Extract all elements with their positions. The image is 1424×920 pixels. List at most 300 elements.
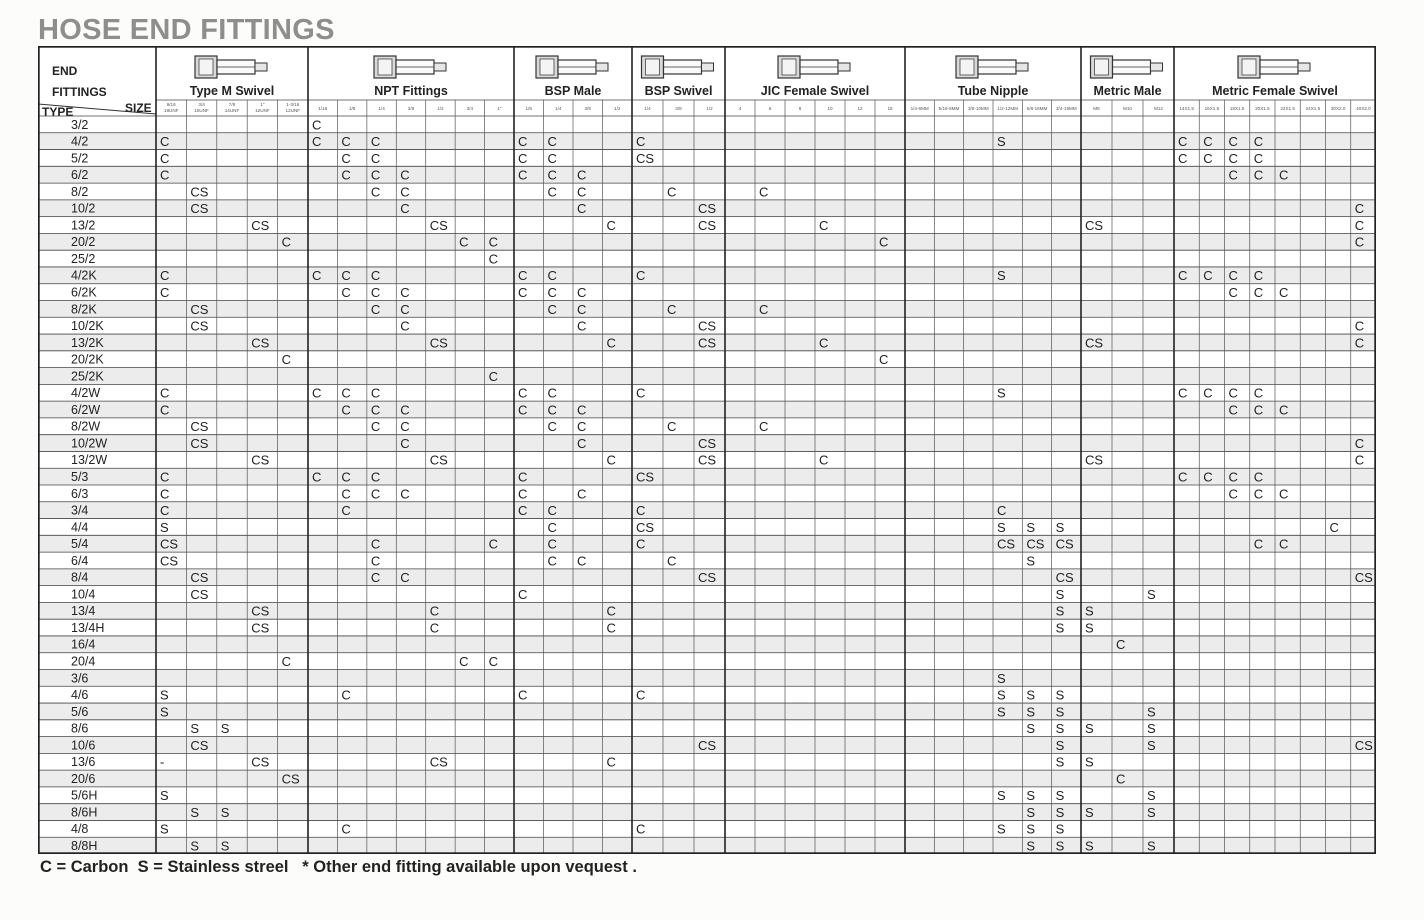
cell-value: C: [400, 184, 410, 200]
cell-value: C: [636, 821, 646, 837]
cell-value: S: [997, 821, 1006, 837]
cell-value: C: [341, 469, 351, 485]
size-label: 4: [738, 106, 742, 111]
page-title: HOSE END FITTINGS: [38, 14, 335, 46]
cell-value: C: [547, 385, 557, 401]
cell-value: C: [1228, 402, 1238, 418]
size-label: 20X1.5: [1255, 106, 1270, 111]
cell-value: C: [400, 301, 410, 317]
cell-value: C: [400, 486, 410, 502]
cell-value: CS: [1085, 335, 1104, 351]
cell-value: C: [518, 469, 528, 485]
cell-value: C: [400, 318, 410, 334]
cell-value: CS: [1085, 217, 1104, 233]
cell-value: S: [1055, 804, 1065, 820]
cell-value: S: [1055, 721, 1065, 737]
cell-value: CS: [190, 419, 209, 435]
cell-value: S: [1055, 821, 1065, 837]
cell-value: S: [1055, 788, 1065, 804]
size-label: 1/2: [437, 106, 444, 111]
cell-value: C: [1228, 469, 1238, 485]
cell-value: C: [370, 268, 381, 284]
group-label: Type M Swivel: [189, 84, 275, 98]
cell-value: C: [281, 234, 291, 250]
cell-value: C: [341, 268, 351, 284]
cell-value: S: [160, 704, 169, 720]
row-type-label: 3/2: [71, 117, 89, 132]
cell-value: C: [518, 285, 528, 300]
size-label: 5/16-8MM: [938, 106, 960, 111]
cell-value: CS: [636, 150, 655, 166]
cell-value: CS: [1085, 452, 1104, 468]
header-type-label: TYPE: [42, 105, 74, 119]
fittings-table: [38, 46, 1376, 854]
cell-value: C: [160, 503, 170, 519]
row-type-label: 8/8H: [71, 839, 98, 853]
cell-value: C: [1354, 201, 1365, 217]
row-shade: [38, 401, 1376, 418]
cell-value: CS: [190, 570, 209, 586]
cell-value: S: [1055, 737, 1065, 753]
cell-value: S: [1147, 788, 1156, 804]
row-type-label: 20/6: [71, 771, 96, 786]
cell-value: C: [370, 469, 381, 485]
cell-value: CS: [251, 217, 270, 233]
row-type-label: 8/2K: [71, 302, 97, 317]
row-type-label: 3/4: [71, 503, 89, 518]
size-label: 40X2.0: [1356, 106, 1371, 111]
cell-value: C: [341, 503, 351, 519]
cell-value: C: [1279, 486, 1289, 502]
cell-value: C: [1279, 536, 1289, 552]
cell-value: C: [488, 234, 498, 250]
cell-value: S: [997, 687, 1006, 703]
cell-value: C: [577, 201, 587, 217]
cell-value: S: [1147, 721, 1156, 737]
size-label: 16: [887, 106, 893, 111]
cell-value: C: [400, 435, 410, 451]
row-type-label: 4/8: [71, 822, 89, 837]
cell-value: C: [1116, 637, 1126, 653]
cell-value: C: [312, 385, 322, 401]
size-label: 10: [827, 106, 833, 111]
row-type-label: 8/4: [71, 570, 89, 585]
cell-value: S: [1026, 519, 1036, 535]
cell-value: C: [636, 268, 646, 284]
cell-value: C: [577, 435, 587, 451]
cell-value: CS: [251, 754, 270, 770]
size-label: 1/4: [555, 106, 562, 111]
cell-value: -: [160, 754, 165, 770]
cell-value: C: [160, 486, 170, 502]
cell-value: S: [1026, 704, 1036, 720]
cell-value: C: [370, 301, 381, 317]
cell-value: S: [190, 721, 200, 737]
cell-value: C: [1253, 167, 1264, 183]
row-type-label: 4/6: [71, 688, 89, 703]
cell-value: C: [1253, 150, 1264, 166]
header-end-label: END: [52, 64, 78, 78]
cell-value: C: [547, 503, 557, 519]
cell-value: S: [1147, 737, 1156, 753]
cell-value: C: [518, 402, 528, 418]
cell-value: C: [488, 368, 498, 384]
cell-value: C: [488, 251, 498, 267]
row-shade: [38, 804, 1376, 821]
cell-value: C: [606, 335, 616, 351]
cell-value: C: [547, 150, 557, 166]
size-label: 7/8 14UNF: [224, 102, 240, 113]
row-type-label: 10/4: [71, 587, 96, 602]
cell-value: CS: [281, 771, 300, 787]
size-label: 9/16 18UNF: [163, 102, 179, 113]
cell-value: C: [547, 268, 557, 284]
cell-value: C: [429, 603, 440, 619]
cell-value: C: [459, 234, 469, 250]
legend-footnote: C = Carbon S = Stainless streel * Other end fitting available upon vequest .: [40, 858, 637, 876]
cell-value: C: [518, 134, 528, 150]
cell-value: C: [577, 318, 587, 334]
cell-value: C: [370, 285, 381, 300]
cell-value: C: [370, 553, 381, 569]
row-type-label: 4/2K: [71, 268, 97, 283]
cell-value: S: [1055, 620, 1065, 636]
cell-value: C: [518, 150, 528, 166]
size-label: 3/8: [675, 106, 682, 111]
cell-value: C: [547, 519, 557, 535]
cell-value: C: [400, 285, 410, 300]
cell-value: C: [1203, 268, 1213, 284]
cell-value: C: [577, 402, 587, 418]
cell-value: C: [1354, 318, 1365, 334]
cell-value: C: [606, 452, 616, 468]
cell-value: S: [190, 838, 200, 854]
cell-value: C: [160, 150, 170, 166]
cell-value: CS: [698, 452, 717, 468]
cell-value: CS: [698, 335, 717, 351]
size-label: 3/4 16UNF: [194, 102, 209, 113]
cell-value: S: [1026, 821, 1036, 837]
cell-value: C: [518, 486, 528, 502]
cell-value: C: [1203, 385, 1213, 401]
row-type-label: 5/2: [71, 151, 89, 166]
cell-value: C: [1228, 268, 1238, 284]
row-type-label: 5/4: [71, 537, 89, 552]
cell-value: C: [341, 150, 351, 166]
row-type-label: 4/2: [71, 134, 89, 149]
cell-value: C: [879, 352, 889, 368]
cell-value: S: [997, 385, 1006, 401]
cell-value: CS: [190, 435, 209, 451]
cell-value: C: [1203, 134, 1213, 150]
cell-value: C: [819, 217, 829, 233]
cell-value: S: [220, 804, 230, 820]
row-type-label: 20/2K: [71, 352, 104, 367]
cell-value: C: [667, 553, 677, 569]
row-type-label: 10/2K: [71, 319, 104, 334]
cell-value: C: [370, 419, 381, 435]
cell-value: CS: [1354, 737, 1373, 753]
size-label: 1/2: [706, 106, 713, 111]
cell-value: C: [759, 184, 769, 200]
group-label: BSP Swivel: [644, 84, 713, 98]
cell-value: C: [547, 419, 557, 435]
cell-value: S: [1026, 553, 1036, 569]
cell-value: C: [370, 134, 381, 150]
cell-value: CS: [1026, 536, 1045, 552]
header-fittings-label: FITTINGS: [52, 85, 107, 99]
cell-value: C: [879, 234, 889, 250]
cell-value: S: [997, 134, 1006, 150]
cell-value: S: [220, 838, 230, 854]
cell-value: C: [1329, 519, 1339, 535]
cell-value: S: [1147, 586, 1156, 602]
row-shade: [38, 837, 1376, 854]
cell-value: C: [577, 167, 587, 183]
cell-value: C: [400, 201, 410, 217]
cell-value: S: [160, 821, 169, 837]
cell-value: C: [1203, 150, 1213, 166]
cell-value: CS: [190, 301, 209, 317]
cell-value: C: [281, 352, 291, 368]
cell-value: C: [160, 134, 170, 150]
cell-value: C: [341, 167, 351, 183]
cell-value: C: [606, 217, 616, 233]
row-shade: [38, 301, 1376, 318]
cell-value: C: [1253, 402, 1264, 418]
cell-value: S: [1085, 838, 1094, 854]
cell-value: C: [1228, 385, 1238, 401]
cell-value: C: [518, 167, 528, 183]
row-type-label: 20/4: [71, 654, 96, 669]
cell-value: C: [370, 167, 381, 183]
cell-value: C: [312, 117, 322, 133]
cell-value: C: [341, 134, 351, 150]
cell-value: C: [1354, 217, 1365, 233]
cell-value: S: [1147, 838, 1156, 854]
cell-value: C: [667, 301, 677, 317]
cell-value: S: [160, 687, 169, 703]
cell-value: CS: [190, 318, 209, 334]
cell-value: C: [1354, 234, 1365, 250]
cell-value: CS: [429, 335, 448, 351]
cell-value: C: [1354, 335, 1365, 351]
size-label: M10: [1123, 106, 1132, 111]
row-type-label: 13/2: [71, 218, 96, 233]
cell-value: S: [1055, 603, 1065, 619]
cell-value: C: [667, 419, 677, 435]
size-label: 1/4: [378, 106, 385, 111]
cell-value: S: [997, 268, 1006, 284]
cell-value: CS: [997, 536, 1016, 552]
cell-value: CS: [698, 737, 717, 753]
cell-value: S: [1085, 804, 1094, 820]
row-type-label: 8/6: [71, 721, 89, 736]
cell-value: C: [1253, 486, 1264, 502]
cell-value: C: [400, 570, 410, 586]
cell-value: C: [370, 402, 381, 418]
cell-value: C: [759, 419, 769, 435]
cell-value: C: [547, 167, 557, 183]
row-shade: [38, 670, 1376, 687]
cell-value: C: [636, 134, 646, 150]
cell-value: C: [341, 285, 351, 300]
row-shade: [38, 468, 1376, 485]
row-shade: [38, 703, 1376, 720]
cell-value: S: [1026, 838, 1036, 854]
cell-value: S: [1055, 687, 1065, 703]
group-label: JIC Female Swivel: [760, 84, 870, 98]
cell-value: C: [459, 654, 469, 669]
size-label: M8: [1093, 106, 1100, 111]
cell-value: C: [1253, 134, 1264, 150]
size-label: 1" 12UNF: [255, 102, 270, 113]
cell-value: CS: [698, 435, 717, 451]
cell-value: S: [1055, 754, 1065, 770]
cell-value: C: [547, 553, 557, 569]
group-label: Metric Male: [1093, 84, 1162, 98]
row-shade: [38, 133, 1376, 150]
cell-value: C: [1354, 452, 1365, 468]
size-label: 1/8: [525, 106, 532, 111]
cell-value: C: [341, 385, 351, 401]
cell-value: CS: [1354, 570, 1373, 586]
size-label: 1/4: [644, 106, 651, 111]
cell-value: C: [370, 536, 381, 552]
cell-value: S: [1026, 721, 1036, 737]
cell-value: C: [547, 536, 557, 552]
cell-value: S: [997, 519, 1006, 535]
row-shade: [38, 535, 1376, 552]
cell-value: CS: [1055, 570, 1074, 586]
row-type-label: 10/6: [71, 738, 96, 753]
cell-value: S: [997, 704, 1006, 720]
row-type-label: 6/2: [71, 168, 89, 183]
cell-value: C: [518, 503, 528, 519]
cell-value: C: [1228, 134, 1238, 150]
row-type-label: 13/4H: [71, 620, 105, 635]
row-type-label: 13/2W: [71, 453, 108, 468]
row-type-label: 3/6: [71, 671, 89, 686]
cell-value: C: [312, 268, 322, 284]
cell-value: C: [400, 419, 410, 435]
cell-value: C: [488, 536, 498, 552]
cell-value: C: [547, 301, 557, 317]
cell-value: S: [997, 788, 1006, 804]
cell-value: CS: [698, 217, 717, 233]
cell-value: CS: [251, 335, 270, 351]
row-shade: [38, 233, 1376, 250]
cell-value: S: [1026, 788, 1036, 804]
cell-value: CS: [636, 519, 655, 535]
cell-value: S: [1055, 519, 1065, 535]
row-type-label: 4/4: [71, 520, 89, 535]
cell-value: C: [997, 503, 1007, 519]
row-type-label: 13/4: [71, 604, 96, 619]
cell-value: C: [518, 687, 528, 703]
size-label: 3/8: [407, 106, 415, 111]
row-type-label: 20/2: [71, 235, 96, 250]
cell-value: S: [220, 721, 230, 737]
row-type-label: 25/2K: [71, 369, 104, 384]
cell-value: C: [819, 452, 829, 468]
size-label: 3/4: [466, 106, 474, 111]
size-label: 14X1.5: [1179, 106, 1194, 111]
size-label: M12: [1154, 106, 1163, 111]
cell-value: C: [547, 285, 557, 300]
cell-value: CS: [636, 469, 655, 485]
cell-value: CS: [190, 586, 209, 602]
cell-value: C: [1253, 268, 1264, 284]
cell-value: C: [606, 620, 616, 636]
cell-value: C: [547, 402, 557, 418]
cell-value: C: [160, 167, 170, 183]
cell-value: C: [160, 469, 170, 485]
row-shade: [38, 602, 1376, 619]
size-label: 1/2: [614, 106, 621, 111]
cell-value: C: [488, 654, 498, 669]
cell-value: CS: [160, 553, 179, 569]
cell-value: S: [1026, 687, 1036, 703]
row-shade: [38, 770, 1376, 787]
fittings-grid: [38, 46, 1376, 854]
cell-value: C: [400, 402, 410, 418]
cell-value: C: [1228, 285, 1238, 300]
row-type-label: 10/2: [71, 201, 96, 216]
cell-value: C: [547, 184, 557, 200]
cell-value: C: [341, 486, 351, 502]
cell-value: C: [370, 486, 381, 502]
row-type-label: 8/2: [71, 184, 89, 199]
cell-value: C: [577, 184, 587, 200]
cell-value: C: [577, 553, 587, 569]
cell-value: C: [370, 184, 381, 200]
cell-value: C: [1228, 167, 1238, 183]
row-type-label: 25/2: [71, 251, 96, 266]
cell-value: C: [1178, 385, 1188, 401]
row-type-label: 6/2K: [71, 285, 97, 300]
cell-value: S: [1147, 804, 1156, 820]
size-label: 3/8-10MM: [967, 106, 989, 111]
cell-value: S: [1085, 721, 1094, 737]
cell-value: C: [606, 603, 616, 619]
cell-value: C: [281, 654, 291, 669]
row-type-label: 6/2W: [71, 402, 101, 417]
cell-value: S: [997, 670, 1006, 686]
cell-value: CS: [190, 737, 209, 753]
cell-value: C: [606, 754, 616, 770]
cell-value: C: [518, 385, 528, 401]
cell-value: CS: [190, 201, 209, 217]
row-shade: [38, 502, 1376, 519]
cell-value: C: [341, 402, 351, 418]
cell-value: C: [1354, 435, 1365, 451]
row-type-label: 5/6: [71, 704, 89, 719]
row-type-label: 10/2W: [71, 436, 108, 451]
cell-value: C: [160, 285, 170, 300]
cell-value: S: [1147, 704, 1156, 720]
cell-value: S: [1055, 838, 1065, 854]
cell-value: CS: [698, 201, 717, 217]
row-type-label: 16/4: [71, 637, 96, 652]
cell-value: C: [1253, 285, 1264, 300]
cell-value: S: [160, 788, 169, 804]
cell-value: C: [577, 285, 587, 300]
size-label: 5/8-16MM: [1026, 106, 1048, 111]
size-label: 8: [798, 106, 802, 111]
size-label: 1/2-12MM: [997, 106, 1019, 111]
cell-value: S: [1055, 704, 1065, 720]
